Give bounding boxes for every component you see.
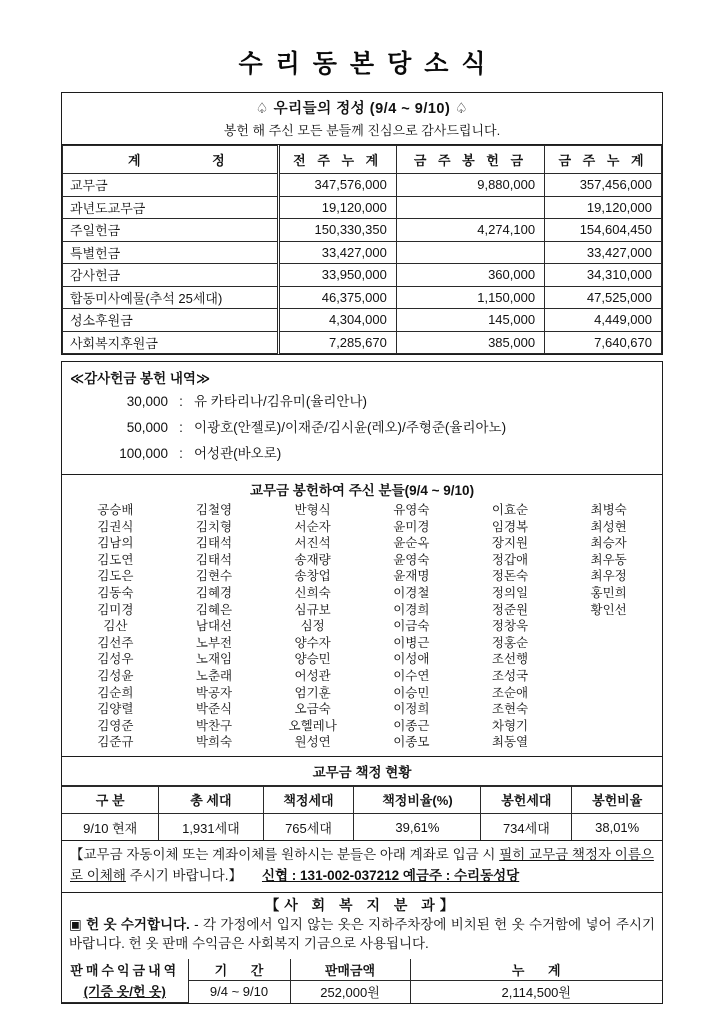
bank-account-info: 신협 : 131-002-037212 예금주 : 수리동성당 [261,867,520,883]
col-header-offered-households: 봉헌세대 [481,786,572,813]
week-total-value: 7,640,670 [545,331,662,354]
offering-table [62,145,662,354]
table-row [63,196,662,219]
account-name: 교무금 [63,174,279,197]
donor-name: 김태석 [195,536,233,551]
donor-name: 서진석 [294,536,331,551]
donor-name: 윤순옥 [393,536,430,551]
donor-name: 윤재명 [393,569,430,584]
transfer-notice-text-end: 주시기 바랍니다.】 [125,867,242,883]
thanks-names: 이광호(안젤로)/이재준/김시윤(레오)/주형준(율리아노) [194,420,507,435]
donor-name: 김남의 [97,536,134,551]
donor-name: 김순희 [97,685,134,700]
col-header-assessed-households: 책정세대 [263,786,354,813]
period-value: 9/4 ~ 9/10 [188,981,290,1003]
donor-name: 정의일 [491,585,529,600]
donor-name: 이정희 [393,702,430,717]
donor-name: 이병근 [393,635,430,650]
division-value: 9/10 현재 [62,813,159,840]
donor-name: 남대선 [195,619,233,634]
donor-name [559,618,658,635]
donor-name: 송창업 [294,569,331,584]
week-total-value: 34,310,000 [545,264,662,287]
donor-name: 신희숙 [294,585,331,600]
col-header-prev-total: 전 주 누 계 [278,146,396,174]
donor-name [559,718,658,735]
col-header-division: 구 분 [62,786,159,813]
week-total-value: 4,449,000 [545,309,662,332]
list-item [70,415,654,441]
offering-table-header-row [63,146,662,174]
donor-name: 조순애 [491,685,529,700]
donor-name: 정준원 [491,602,529,617]
donor-name [559,734,658,751]
sales-label-line1: 판매수익금내역 [70,963,180,979]
donor-name: 김양렬 [97,702,134,717]
sales-amount-value: 252,000원 [290,981,410,1003]
donor-name [559,651,658,668]
col-header-sales-amount: 판매금액 [290,959,410,981]
donor-name: 공승배 [97,503,134,517]
donor-name: 이종근 [393,718,430,733]
col-header-week-total: 금 주 누 계 [545,146,662,174]
donor-name: 정홍순 [491,635,529,650]
thanks-amount: 100,000 [119,446,168,461]
thanks-colon: : [179,446,183,461]
week-offering-value: 385,000 [396,331,544,354]
table-row [63,219,662,242]
week-offering-value: 145,000 [396,309,544,332]
donor-name: 김철영 [195,503,233,517]
assessment-title: 교무금 책정 현황 [62,757,662,786]
donor-name: 양수자 [294,635,331,650]
thanks-detail-title: ≪감사헌금 봉헌 내역≫ [70,371,211,386]
offering-summary-box [61,92,663,355]
donors-grid [62,502,662,756]
donor-name: 반형식 [294,503,331,517]
bulletin-page [61,0,663,1004]
week-total-value: 154,604,450 [545,219,662,242]
donor-name: 김도연 [97,552,134,567]
thanks-names: 어성관(바오로) [194,446,282,461]
donor-name: 오금숙 [294,702,331,717]
donor-name: 조현숙 [491,702,529,717]
donor-name: 윤미경 [393,519,430,534]
donor-name: 엄기훈 [294,685,331,700]
clothes-notice-body: - 각 가정에서 입지 않는 옷은 지하주차장에 비치된 헌 옷 수거함에 넣어 주시기 바랍니다. 헌 옷 판매 수익금은 사회복지 기금으로 사용됩니다. [69,916,655,951]
week-total-value: 19,120,000 [545,196,662,219]
assessment-section [62,757,662,842]
table-row [63,241,662,264]
sales-header-row [62,959,662,981]
donor-name: 김도은 [97,569,134,584]
donor-name: 이경철 [393,585,430,600]
transfer-notice-underlined: 필히 교무금 책정자 이름으로 이체해 [70,847,654,883]
assessed-households-value: 765세대 [263,813,354,840]
week-offering-value [396,196,544,219]
donor-name: 조성국 [491,668,529,683]
donor-name: 정창욱 [491,619,529,634]
welfare-section [62,893,662,1003]
donor-name: 심정 [300,619,325,634]
donor-name [559,635,658,652]
donor-name: 장지원 [491,536,529,551]
page-title: 수리동본당소식 [238,50,499,78]
thanks-colon: : [179,394,183,409]
col-header-cumulative: 누 계 [410,959,662,981]
donor-name: 박준식 [195,702,233,717]
prev-total-value: 46,375,000 [278,286,396,309]
donor-name: 김치형 [195,519,233,534]
prev-total-value: 33,950,000 [278,264,396,287]
donor-name [559,701,658,718]
table-row [62,813,662,840]
donor-name: 김현수 [195,569,233,584]
donor-name: 김태석 [195,552,233,567]
week-offering-value [396,241,544,264]
donor-name: 김성우 [97,652,134,667]
sales-row-label [62,959,188,1003]
donor-name: 김선주 [97,635,134,650]
donor-name: 김영준 [97,718,134,733]
donor-name: 이효순 [491,503,529,517]
col-header-period: 기 간 [188,959,290,981]
donor-name: 원성연 [294,735,331,750]
week-total-value: 47,525,000 [545,286,662,309]
donor-name: 황인선 [590,602,627,617]
prev-total-value: 7,285,670 [278,331,396,354]
donor-name: 홍민희 [590,585,627,600]
donor-name: 심규보 [294,602,331,617]
donor-name: 유영숙 [393,503,430,517]
donor-name: 박공자 [195,685,233,700]
donor-name: 어성관 [294,668,331,683]
account-name: 성소후원금 [63,309,279,332]
account-name: 주일헌금 [63,219,279,242]
week-total-value: 357,456,000 [545,174,662,197]
donor-name: 노부전 [195,635,233,650]
thanks-amount: 50,000 [126,420,168,435]
list-item [70,389,654,415]
clothes-collection-notice [62,916,662,959]
account-name: 과년도교무금 [63,196,279,219]
donor-name: 김동숙 [97,585,134,600]
donor-name: 김미경 [97,602,134,617]
table-row [63,264,662,287]
donor-name: 서순자 [294,519,331,534]
offered-ratio-value: 38,01% [572,813,662,840]
col-header-account-left: 계 [128,153,145,168]
donor-name: 노재임 [195,652,233,667]
donor-name: 조선행 [491,652,529,667]
lower-sections [61,361,663,1004]
donor-name: 노춘래 [195,668,233,683]
list-item [70,441,654,467]
donor-name: 오헬레나 [288,718,337,733]
prev-total-value: 19,120,000 [278,196,396,219]
donor-name: 양승민 [294,652,331,667]
col-header-total-households: 총 세대 [159,786,263,813]
donor-name: 김혜경 [195,585,233,600]
donor-name: 김권식 [97,519,134,534]
sales-label-line2: (기증 옷/헌 옷) [83,984,166,1000]
col-header-assessed-ratio: 책정비율(%) [354,786,481,813]
col-header-week-offering: 금 주 봉 헌 금 [396,146,544,174]
assessment-header-row [62,786,662,813]
col-header-offered-ratio: 봉헌비율 [572,786,662,813]
table-row [63,286,662,309]
prev-total-value: 150,330,350 [278,219,396,242]
donor-name: 박찬구 [195,718,233,733]
offering-header-title: ♤ 우리들의 정성 (9/4 ~ 9/10) ♤ [255,101,469,117]
donor-name: 이경희 [393,602,430,617]
account-name: 특별헌금 [63,241,279,264]
donor-name: 윤영숙 [393,552,430,567]
donor-name: 이성애 [393,652,430,667]
donor-name: 최동열 [491,735,529,750]
donor-name: 최우정 [590,569,627,584]
col-header-account-right: 정 [212,153,229,168]
donor-name: 이수연 [393,668,430,683]
donors-title: 교무금 봉헌하여 주신 분들(9/4 ~ 9/10) [249,483,475,498]
cumulative-value: 2,114,500원 [410,981,662,1003]
total-households-value: 1,931세대 [159,813,263,840]
account-name: 사회복지후원금 [63,331,279,354]
thanks-amount: 30,000 [126,394,168,409]
account-name: 합동미사예물(추석 25세대) [63,286,279,309]
account-name: 감사헌금 [63,264,279,287]
week-offering-value: 9,880,000 [396,174,544,197]
col-header-account [63,146,279,174]
week-total-value: 33,427,000 [545,241,662,264]
donor-name [559,668,658,685]
thanks-colon: : [179,420,183,435]
table-row [63,331,662,354]
donor-name: 최병숙 [590,503,627,517]
transfer-notice-text: 【교무금 자동이체 또는 계좌이체를 원하시는 분들은 아래 계좌로 입금 시 [70,847,500,863]
assessed-ratio-value: 39,61% [354,813,481,840]
assessment-table [62,786,662,841]
donor-name: 이금숙 [393,619,430,634]
week-offering-value: 4,274,100 [396,219,544,242]
donor-name: 정돈숙 [491,569,529,584]
offered-households-value: 734세대 [481,813,572,840]
donor-name: 박희숙 [195,735,233,750]
offering-header [62,93,662,145]
donor-name: 김산 [103,619,128,634]
table-row [63,309,662,332]
prev-total-value: 33,427,000 [278,241,396,264]
donor-name: 김성윤 [97,668,134,683]
table-row [63,174,662,197]
donor-name: 정갑애 [491,552,529,567]
donor-name: 최우동 [590,552,627,567]
donor-name: 김준규 [97,735,134,750]
week-offering-value: 1,150,000 [396,286,544,309]
sales-revenue-table [62,959,662,1004]
donor-name [559,685,658,702]
thanks-detail-section [62,362,662,475]
prev-total-value: 4,304,000 [278,309,396,332]
donors-section [62,475,662,757]
week-offering-value: 360,000 [396,264,544,287]
donor-name: 임경복 [491,519,529,534]
donor-name: 이승민 [393,685,430,700]
prev-total-value: 347,576,000 [278,174,396,197]
thanks-names: 유 카타리나/김유미(율리안나) [194,394,367,409]
donor-name: 차형기 [491,718,529,733]
clothes-notice-lead: ▣ 헌 옷 수거합니다. [69,916,190,932]
donor-name: 최성현 [590,519,627,534]
donor-name: 이종모 [393,735,430,750]
donor-name: 김혜은 [195,602,233,617]
donor-name: 송재량 [294,552,331,567]
offering-header-subtitle: 봉헌 해 주신 모든 분들께 진심으로 감사드립니다. [223,123,501,138]
transfer-notice [62,841,662,893]
welfare-title: 【사 회 복 지 분 과】 [265,896,459,913]
donor-name: 최승자 [590,536,627,551]
